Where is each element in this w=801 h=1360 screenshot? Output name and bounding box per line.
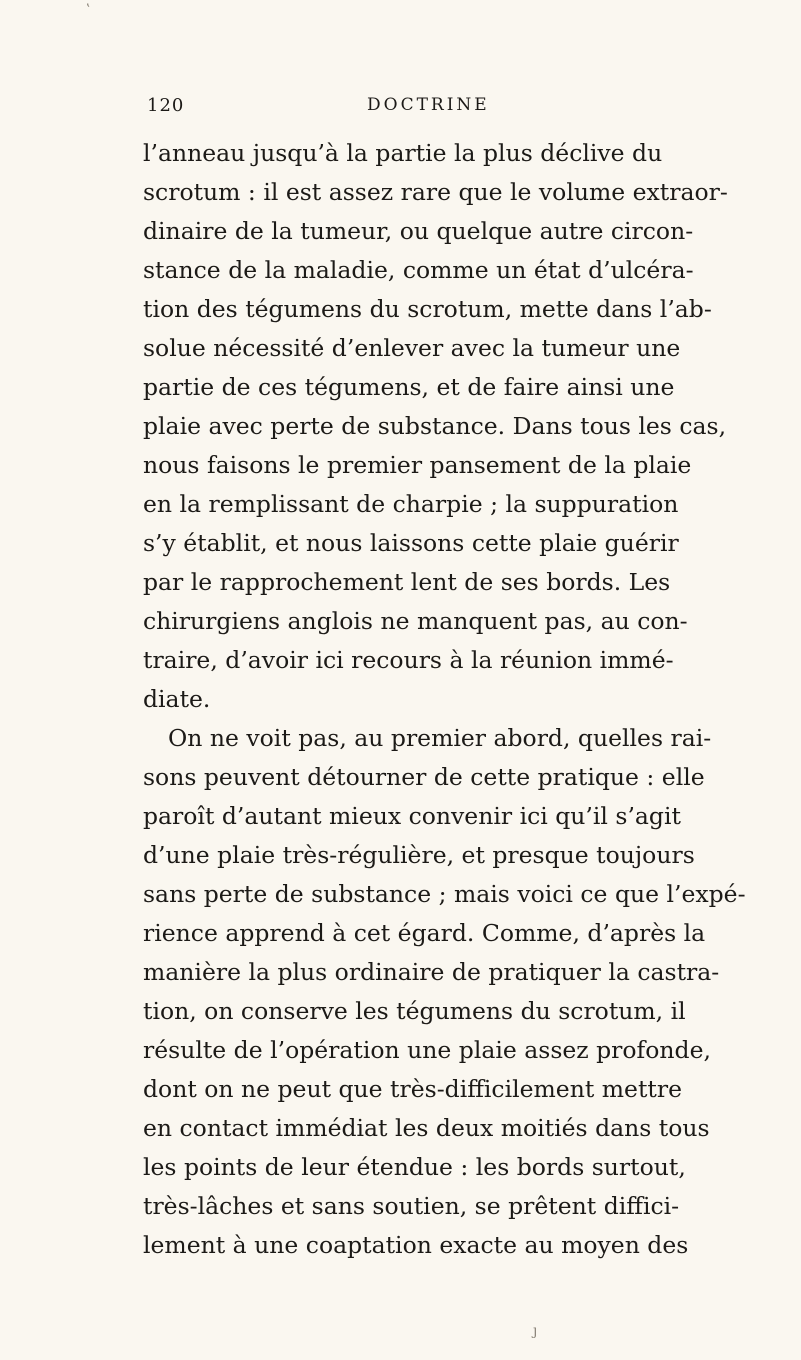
stray-ink-mark-top: ‛ (86, 2, 91, 18)
text-line: dont on ne peut que très-difficilement mettre (143, 1075, 682, 1103)
text-line: nous faisons le premier pansement de la plaie (143, 451, 692, 479)
paragraph-end-line: diate. (143, 685, 211, 713)
text-line: tion des tégumens du scrotum, mette dans l’ab- (143, 295, 712, 323)
text-line: s’y établit, et nous laissons cette plaie guérir (143, 529, 679, 557)
text-line: par le rapprochement lent de ses bords. Les (143, 568, 671, 596)
text-line: sans perte de substance ; mais voici ce que l’expé- (143, 880, 746, 908)
text-line: d’une plaie très-régulière, et presque toujours (143, 841, 695, 869)
stray-ink-mark-bottom: ȷ (533, 1323, 538, 1339)
text-line: l’anneau jusqu’à la partie la plus déclive du (143, 139, 663, 167)
text-line: manière la plus ordinaire de pratiquer la castra- (143, 958, 720, 986)
text-line: très-lâches et sans soutien, se prêtent diffici- (143, 1192, 680, 1220)
page-header (147, 95, 657, 121)
text-line: résulte de l’opération une plaie assez profonde, (143, 1036, 711, 1064)
body-text (143, 134, 746, 1265)
text-line: chirurgiens anglois ne manquent pas, au con- (143, 607, 688, 635)
text-line: sons peuvent détourner de cette pratique : elle (143, 763, 705, 791)
text-line: traire, d’avoir ici recours à la réunion immé- (143, 646, 674, 674)
text-line: scrotum : il est assez rare que le volume extraor- (143, 178, 728, 206)
text-line: paroît d’autant mieux convenir ici qu’il s’agit (143, 802, 681, 830)
running-head: DOCTRINE (367, 95, 490, 115)
text-line: en contact immédiat les deux moitiés dans tous (143, 1114, 710, 1142)
text-line: tion, on conserve les tégumens du scrotum, il (143, 997, 686, 1025)
text-line: les points de leur étendue : les bords surtout, (143, 1153, 686, 1181)
text-line: lement à une coaptation exacte au moyen des (143, 1231, 689, 1259)
text-line: stance de la maladie, comme un état d’ulcéra- (143, 256, 694, 284)
text-line: plaie avec perte de substance. Dans tous les cas, (143, 412, 727, 440)
text-line: solue nécessité d’enlever avec la tumeur une (143, 334, 681, 362)
page-number: 120 (147, 95, 185, 116)
text-line: en la remplissant de charpie ; la suppuration (143, 490, 679, 518)
text-line: rience apprend à cet égard. Comme, d’après la (143, 919, 706, 947)
paragraph-start-line: On ne voit pas, au premier abord, quelles rai- (168, 724, 712, 752)
text-line: partie de ces tégumens, et de faire ainsi une (143, 373, 675, 401)
text-line: dinaire de la tumeur, ou quelque autre circon- (143, 217, 694, 245)
